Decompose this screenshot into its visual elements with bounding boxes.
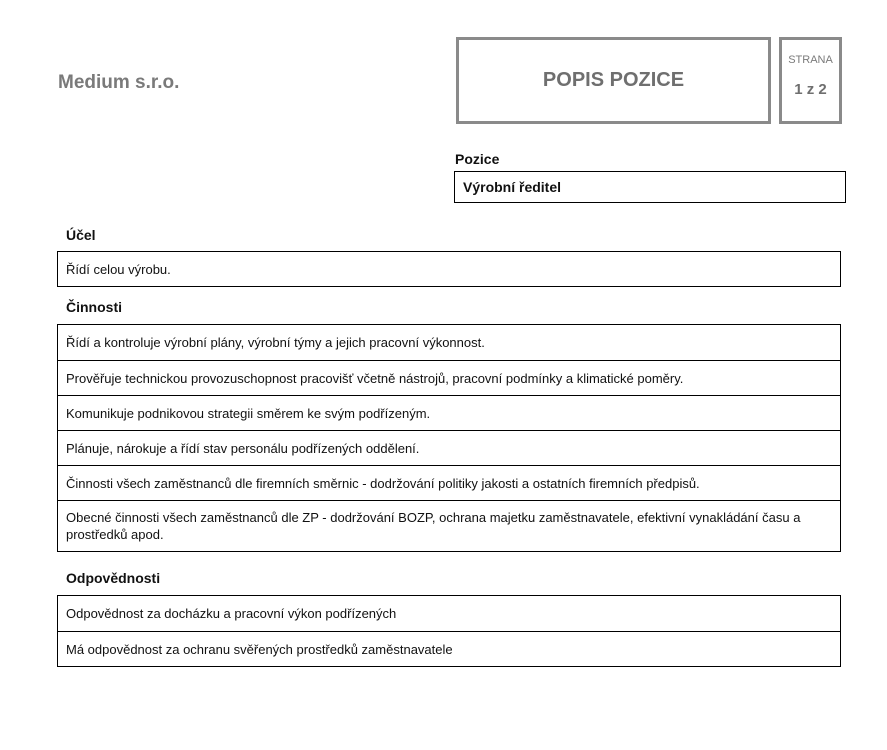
page-label: STRANA [788,54,833,66]
section-title-cinnosti: Činnosti [66,299,122,315]
table-row: Komunikuje podnikovou strategii směrem ke svým podřízeným. [58,395,840,430]
table-row: Má odpovědnost za ochranu svěřených prostředků zaměstnavatele [58,631,840,666]
position-value: Výrobní ředitel [463,179,562,195]
table-row: Řídí a kontroluje výrobní plány, výrobní týmy a jejich pracovní výkonnost. [66,335,485,350]
table-row: Řídí celou výrobu. [66,261,171,277]
table-row: Prověřuje technickou provozuschopnost pracovišť včetně nástrojů, pracovní podmínky a klimatické poměry. [58,360,840,395]
table-row: Odpovědnost za docházku a pracovní výkon podřízených [66,606,397,621]
section-title-odpovednosti: Odpovědnosti [66,570,161,586]
odpovednosti-table [57,595,841,667]
table-row: Plánuje, nárokuje a řídí stav personálu podřízených oddělení. [58,430,840,465]
cinnosti-table [57,324,841,552]
table-row: Činnosti všech zaměstnanců dle firemních směrnic - dodržování politiky jakosti a ostatních firemních předpisů. [58,465,840,500]
ucel-table [57,251,841,287]
page-indicator [779,37,842,124]
table-row: Obecné činnosti všech zaměstnanců dle ZP - dodržování BOZP, ochrana majetku zaměstnavatele, efektivní vynakládání času a prostředků apod. [58,500,840,551]
document-title: POPIS POZICE [542,69,685,91]
page-number: 1 z 2 [794,81,827,98]
section-title-ucel: Účel [66,227,96,243]
position-label: Pozice [455,151,500,167]
position-field [454,171,846,203]
company-name: Medium s.r.o. [58,72,180,93]
document-title-box [456,37,771,124]
